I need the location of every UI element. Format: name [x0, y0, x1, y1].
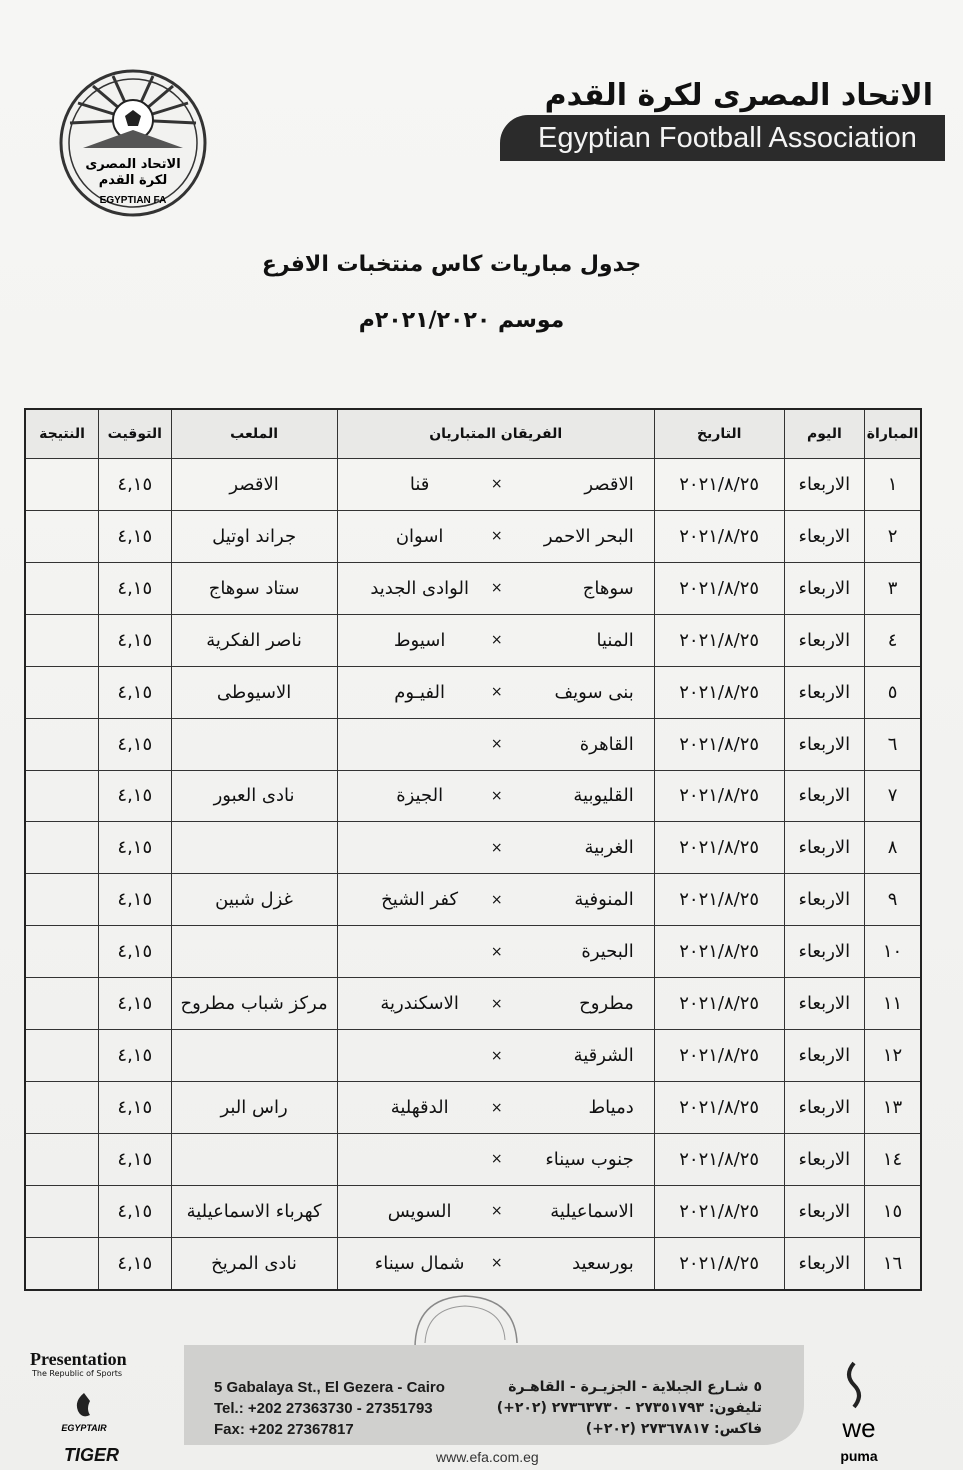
match-venue [171, 1133, 337, 1185]
match-teams [337, 718, 654, 770]
home-team: الاقصر [584, 473, 634, 495]
svg-text:الاتحاد المصرى: الاتحاد المصرى [85, 157, 181, 172]
match-venue: جراند اوتيل [171, 510, 337, 562]
table-row [25, 666, 921, 718]
header-date: التاريخ [654, 409, 784, 459]
match-date: ٢٠٢١/٨/٢٥ [654, 718, 784, 770]
match-number: ٩ [865, 874, 921, 926]
match-date: ٢٠٢١/٨/٢٥ [654, 1185, 784, 1237]
table-row [25, 874, 921, 926]
home-team: القاهرة [579, 733, 634, 755]
svg-text:لكرة القدم: لكرة القدم [98, 173, 168, 188]
match-teams [337, 510, 654, 562]
match-teams [337, 666, 654, 718]
match-result [25, 666, 99, 718]
home-team: البحيرة [581, 941, 634, 963]
away-team: اسوان [395, 525, 444, 547]
versus-mark: × [490, 1203, 503, 1220]
sponsor-egyptair: EGYPTAIR [61, 1423, 107, 1433]
header-day: اليوم [784, 409, 865, 459]
association-name-arabic: الاتحاد المصرى لكرة القدم [544, 78, 933, 113]
match-venue: الاقصر [171, 459, 337, 511]
table-row [25, 614, 921, 666]
versus-mark: × [490, 684, 503, 701]
match-number: ١٢ [865, 1030, 921, 1082]
match-date: ٢٠٢١/٨/٢٥ [654, 1030, 784, 1082]
match-result [25, 614, 99, 666]
away-team: اسيوط [393, 629, 446, 651]
match-number: ٧ [865, 770, 921, 822]
match-time: ٤,١٥ [99, 770, 171, 822]
fax-english: Fax: +202 27367817 [214, 1421, 354, 1438]
match-time: ٤,١٥ [99, 614, 171, 666]
match-result [25, 926, 99, 978]
match-venue: مركز شباب مطروح [171, 978, 337, 1030]
match-number: ١٤ [865, 1133, 921, 1185]
home-team: القليوبية [573, 785, 634, 807]
season-label: موسم ٢٠٢١/٢٠٢٠م [358, 308, 565, 333]
home-team: المنيا [596, 629, 634, 651]
table-row [25, 510, 921, 562]
match-number: ١٦ [865, 1237, 921, 1290]
match-venue: نادى العبور [171, 770, 337, 822]
match-venue [171, 822, 337, 874]
match-result [25, 562, 99, 614]
table-row [25, 1133, 921, 1185]
match-result [25, 1133, 99, 1185]
match-day: الاربعاء [784, 1185, 865, 1237]
header-match-no: المباراة [865, 409, 921, 459]
match-teams [337, 1082, 654, 1134]
table-row [25, 459, 921, 511]
match-venue [171, 926, 337, 978]
match-result [25, 822, 99, 874]
match-time: ٤,١٥ [99, 1185, 171, 1237]
match-teams [337, 459, 654, 511]
table-row [25, 822, 921, 874]
association-name-english: Egyptian Football Association [538, 122, 917, 154]
away-team: الفيـوم [394, 681, 446, 703]
sponsor-presentation: Presentation [30, 1349, 127, 1369]
home-team: الاسماعيلية [550, 1200, 634, 1222]
match-result [25, 770, 99, 822]
versus-mark: × [490, 736, 503, 753]
match-venue: الاسيوطى [171, 666, 337, 718]
match-day: الاربعاء [784, 1133, 865, 1185]
away-team: الجيزة [396, 785, 444, 807]
match-teams [337, 1133, 654, 1185]
away-team: الاسكندرية [380, 993, 459, 1015]
match-number: ١١ [865, 978, 921, 1030]
footer-contact-english [214, 1377, 445, 1440]
match-day: الاربعاء [784, 874, 865, 926]
match-date: ٢٠٢١/٨/٢٥ [654, 926, 784, 978]
versus-mark: × [490, 995, 503, 1012]
away-team: السويس [387, 1200, 452, 1222]
match-day: الاربعاء [784, 510, 865, 562]
versus-mark: × [490, 1151, 503, 1168]
address-english: 5 Gabalaya St., El Gezera - Cairo [214, 1379, 445, 1396]
match-day: الاربعاء [784, 822, 865, 874]
match-venue [171, 718, 337, 770]
versus-mark: × [490, 528, 503, 545]
match-day: الاربعاء [784, 718, 865, 770]
match-date: ٢٠٢١/٨/٢٥ [654, 1237, 784, 1290]
match-time: ٤,١٥ [99, 822, 171, 874]
home-team: دمياط [588, 1097, 634, 1119]
footer-contact-arabic [497, 1377, 762, 1440]
match-teams [337, 562, 654, 614]
phone-arabic: تليفون: ٢٧٣٥١٧٩٣ - ٢٧٣٦٣٧٣٠ (٢٠٢+) [496, 1400, 762, 1416]
match-result [25, 1237, 99, 1290]
match-venue: كهرباء الاسماعيلية [171, 1185, 337, 1237]
sponsor-tiger: TIGER [64, 1445, 120, 1465]
away-team: قنا [409, 473, 430, 495]
footer [24, 1345, 922, 1470]
versus-mark: × [490, 839, 503, 856]
efa-logo-icon [58, 68, 208, 218]
match-venue: ناصر الفكرية [171, 614, 337, 666]
match-date: ٢٠٢١/٨/٢٥ [654, 459, 784, 511]
match-number: ٣ [865, 562, 921, 614]
header-result: النتيجة [25, 409, 99, 459]
versus-mark: × [490, 943, 503, 960]
home-team: جنوب سيناء [545, 1148, 634, 1170]
match-time: ٤,١٥ [99, 1133, 171, 1185]
match-result [25, 459, 99, 511]
fax-arabic: فاكس: ٢٧٣٦٧٨١٧ (٢٠٢+) [585, 1421, 762, 1437]
table-row [25, 1237, 921, 1290]
home-team: البحر الاحمر [543, 525, 634, 547]
versus-mark: × [490, 632, 503, 649]
versus-mark: × [490, 1099, 503, 1116]
away-team: الوادى الجديد [370, 577, 469, 599]
match-time: ٤,١٥ [99, 874, 171, 926]
home-team: المنوفية [574, 889, 634, 911]
match-result [25, 874, 99, 926]
match-time: ٤,١٥ [99, 1030, 171, 1082]
home-team: الغربية [584, 837, 634, 859]
match-teams [337, 614, 654, 666]
home-team: سوهاج [582, 577, 634, 599]
match-number: ٤ [865, 614, 921, 666]
versus-mark: × [490, 580, 503, 597]
match-teams [337, 1030, 654, 1082]
table-row [25, 770, 921, 822]
match-time: ٤,١٥ [99, 510, 171, 562]
match-venue: نادى المريخ [171, 1237, 337, 1290]
table-header-row [25, 409, 921, 459]
match-teams [337, 874, 654, 926]
match-number: ١٠ [865, 926, 921, 978]
match-date: ٢٠٢١/٨/٢٥ [654, 822, 784, 874]
match-number: ١٥ [865, 1185, 921, 1237]
match-day: الاربعاء [784, 1030, 865, 1082]
versus-mark: × [490, 1255, 503, 1272]
match-day: الاربعاء [784, 666, 865, 718]
match-time: ٤,١٥ [99, 718, 171, 770]
address-arabic: ٥ شـارع الجبلاية - الجزيـرة - القاهـرة [508, 1379, 762, 1395]
table-row [25, 1185, 921, 1237]
match-date: ٢٠٢١/٨/٢٥ [654, 1133, 784, 1185]
match-date: ٢٠٢١/٨/٢٥ [654, 666, 784, 718]
sponsor-presentation-tagline: The Republic of Sports [32, 1369, 123, 1378]
match-day: الاربعاء [784, 770, 865, 822]
home-team: مطروح [579, 993, 634, 1015]
match-date: ٢٠٢١/٨/٢٥ [654, 614, 784, 666]
match-result [25, 978, 99, 1030]
home-team: بنى سويف [554, 681, 634, 703]
sponsor-we: we [842, 1413, 876, 1443]
match-time: ٤,١٥ [99, 926, 171, 978]
header-time: التوقيت [99, 409, 171, 459]
match-time: ٤,١٥ [99, 562, 171, 614]
match-teams [337, 822, 654, 874]
match-result [25, 1030, 99, 1082]
match-number: ١٣ [865, 1082, 921, 1134]
match-time: ٤,١٥ [99, 978, 171, 1030]
versus-mark: × [490, 891, 503, 908]
schedule-table [24, 408, 922, 1291]
match-number: ٦ [865, 718, 921, 770]
match-time: ٤,١٥ [99, 1237, 171, 1290]
match-venue: راس البر [171, 1082, 337, 1134]
match-day: الاربعاء [784, 926, 865, 978]
table-row [25, 1030, 921, 1082]
match-teams [337, 1237, 654, 1290]
match-day: الاربعاء [784, 978, 865, 1030]
match-day: الاربعاء [784, 1082, 865, 1134]
versus-mark: × [490, 787, 503, 804]
table-row [25, 718, 921, 770]
header-teams: الفريقان المتباريان [337, 409, 654, 459]
match-date: ٢٠٢١/٨/٢٥ [654, 874, 784, 926]
match-number: ٢ [865, 510, 921, 562]
away-team: الدقهلية [390, 1097, 449, 1119]
match-venue: غزل شبين [171, 874, 337, 926]
match-date: ٢٠٢١/٨/٢٥ [654, 978, 784, 1030]
match-teams [337, 770, 654, 822]
sponsor-puma: puma [840, 1448, 878, 1464]
match-result [25, 1082, 99, 1134]
svg-text:EGYPTIAN FA: EGYPTIAN FA [99, 195, 167, 206]
match-venue [171, 1030, 337, 1082]
match-teams [337, 1185, 654, 1237]
match-number: ٥ [865, 666, 921, 718]
match-day: الاربعاء [784, 1237, 865, 1290]
document-title: جدول مباريات كاس منتخبات الافرع [261, 252, 642, 277]
home-team: بورسعيد [572, 1252, 634, 1274]
we-logo-icon [824, 1355, 894, 1465]
match-result [25, 718, 99, 770]
match-time: ٤,١٥ [99, 459, 171, 511]
match-date: ٢٠٢١/٨/٢٥ [654, 770, 784, 822]
table-row [25, 562, 921, 614]
home-team: الشرقية [573, 1045, 634, 1067]
match-result [25, 1185, 99, 1237]
match-day: الاربعاء [784, 614, 865, 666]
match-result [25, 510, 99, 562]
match-day: الاربعاء [784, 562, 865, 614]
table-row [25, 1082, 921, 1134]
match-number: ٨ [865, 822, 921, 874]
versus-mark: × [490, 476, 503, 493]
versus-mark: × [490, 1047, 503, 1064]
match-date: ٢٠٢١/٨/٢٥ [654, 510, 784, 562]
header-venue: الملعب [171, 409, 337, 459]
match-day: الاربعاء [784, 459, 865, 511]
table-row [25, 926, 921, 978]
table-row [25, 978, 921, 1030]
website-link[interactable]: www.efa.com.eg [436, 1449, 539, 1465]
away-team: شمال سيناء [374, 1252, 465, 1274]
match-time: ٤,١٥ [99, 666, 171, 718]
match-date: ٢٠٢١/٨/٢٥ [654, 562, 784, 614]
match-venue: ستاد سوهاج [171, 562, 337, 614]
phone-english: Tel.: +202 27363730 - 27351793 [214, 1400, 433, 1417]
match-teams [337, 978, 654, 1030]
egyptair-logo-icon [60, 1387, 108, 1435]
match-time: ٤,١٥ [99, 1082, 171, 1134]
away-team: كفر الشيخ [381, 889, 459, 911]
match-number: ١ [865, 459, 921, 511]
match-date: ٢٠٢١/٨/٢٥ [654, 1082, 784, 1134]
match-teams [337, 926, 654, 978]
